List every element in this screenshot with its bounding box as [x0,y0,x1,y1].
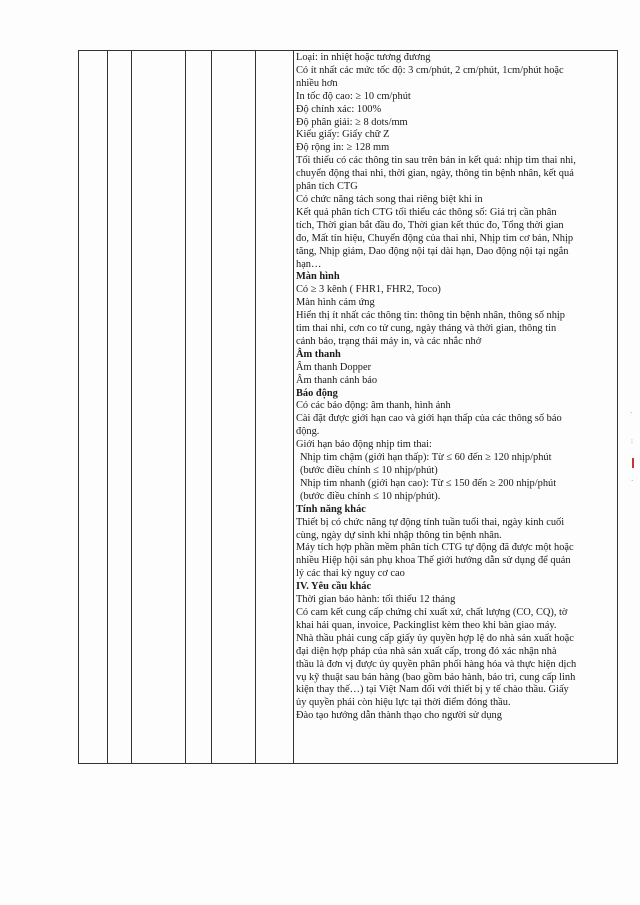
text-line: phân tích CTG [296,181,358,193]
column-divider [131,51,132,763]
text-line: Cài đặt được giới hạn cao và giới hạn thấp của các thông số báo [296,413,562,425]
text-line: Độ phân giải: ≥ 8 dots/mm [296,116,408,128]
text-line: lý các thai kỳ nguy cơ cao [296,568,405,580]
text-line: Có cam kết cung cấp chứng chỉ xuất xứ, chất lượng (CO, CQ), tờ [296,606,568,618]
text-line: khai hải quan, invoice, Packinglist kèm theo khi bàn giao máy. [296,619,557,631]
text-line: Tối thiểu có các thông tin sau trên bản in kết quả: nhịp tim thai nhi, [296,155,576,167]
text-line: (bước điều chỉnh ≤ 10 nhịp/phút). [300,490,441,502]
text-line: Nhịp tim chậm (giới hạn thấp): Từ ≤ 60 đến ≥ 120 nhịp/phút [300,452,552,464]
section-heading: Tính năng khác [296,503,366,515]
text-line: Hiển thị ít nhất các thông tin: thông tin bệnh nhân, thông số nhịp [296,310,565,322]
text-line: tim thai nhi, cơn co tử cung, ngày tháng và thời gian, thông tin [296,323,557,335]
text-line: Thiết bị có chức năng tự động tính tuần tuổi thai, ngày kinh cuối [296,516,565,528]
text-line: nhiều hơn [296,77,338,89]
text-line: Có ≥ 3 kênh ( FHR1, FHR2, Toco) [296,284,441,296]
red-edge-mark [632,458,634,468]
text-line: Có các báo động: âm thanh, hình ảnh [296,400,451,412]
column-divider [255,51,256,763]
text-line: động. [296,426,320,438]
text-line: Kết quả phân tích CTG tối thiểu các thông số: Giá trị cần phân [296,206,557,218]
text-line: Độ chính xác: 100% [296,103,382,115]
text-line: vụ kỹ thuật sau bán hàng (bao gồm bảo hành, bảo trì, cung cấp linh [296,671,576,683]
text-line: Nhà thầu phải cung cấp giấy ủy quyền hợp lệ do nhà sản xuất hoặc [296,632,574,644]
text-line: Âm thanh Dopper [296,361,372,373]
column-divider [211,51,212,763]
column-divider [185,51,186,763]
text-line: Màn hình cảm ứng [296,297,375,309]
text-line: chuyển động thai nhi, thời gian, ngày, thông tin bệnh nhân, kết quả [296,168,574,180]
text-line: đại diện hợp pháp của nhà sản xuất cấp, trong đó xác nhận nhà [296,645,557,657]
text-line: cảnh báo, trạng thái máy in, và các nhắc nhở [296,335,482,347]
text-line: nhiều Hiệp hội sản phụ khoa Thế giới hướng dẫn sử dụng để quản [296,555,571,567]
text-line: đo, Mất tín hiệu, Chuyển động của thai nhi, Nhịp tim cơ bản, Nhịp [296,232,574,244]
text-line: cùng, ngày dự sinh khi nhập thông tin bệnh nhân. [296,529,502,541]
text-line: Máy tích hợp phần mềm phân tích CTG tự động đã được một hoặc [296,542,574,554]
text-line: hạn… [296,258,322,270]
edge-mark: · [630,409,633,417]
text-line: Độ rộng in: ≥ 128 mm [296,142,390,154]
text-line: Nhịp tim nhanh (giới hạn cao): Từ ≤ 150 đến ≥ 200 nhịp/phút [300,477,557,489]
text-line: Đào tạo hướng dẫn thành thạo cho người sử dụng [296,710,502,722]
spec-cell-content [294,52,616,723]
section-heading: IV. Yêu cầu khác [296,581,372,593]
text-line: thầu là đơn vị được ủy quyền phân phối hàng hóa và thực hiện dịch [296,658,577,670]
text-line: Có chức năng tách song thai riêng biệt khi in [296,193,483,205]
text-line: In tốc độ cao: ≥ 10 cm/phút [296,90,411,102]
text-line: Loại: in nhiệt hoặc tương đương [296,52,431,63]
edge-mark: : [631,437,633,445]
text-line: Kiểu giấy: Giấy chữ Z [296,129,390,141]
column-divider [107,51,108,763]
text-line: ủy quyền phải còn hiệu lực tại thời điểm đóng thầu. [296,697,511,709]
section-heading: Màn hình [296,271,340,283]
section-heading: Báo động [296,387,338,399]
edge-mark: · [631,477,634,485]
text-line: Có ít nhất các mức tốc độ: 3 cm/phút, 2 cm/phút, 1cm/phút hoặc [296,64,564,76]
text-line: Âm thanh cảnh báo [296,374,378,386]
text-line: tích, Thời gian bắt đầu đo, Thời gian kết thúc đo, Tổng thời gian [296,219,564,231]
section-heading: Âm thanh [296,348,341,360]
text-line: Giới hạn báo động nhịp tim thai: [296,439,432,451]
text-line: Thời gian bảo hành: tối thiểu 12 tháng [296,594,456,606]
text-line: tăng, Nhịp giảm, Dao động nội tại dài hạn, Dao động nội tại ngắn [296,245,569,257]
text-line: (bước điều chỉnh ≤ 10 nhịp/phút) [300,465,438,476]
text-line: kiện thay thế…) tại Việt Nam đối với thiết bị y tế chào thầu. Giấy [296,684,569,696]
